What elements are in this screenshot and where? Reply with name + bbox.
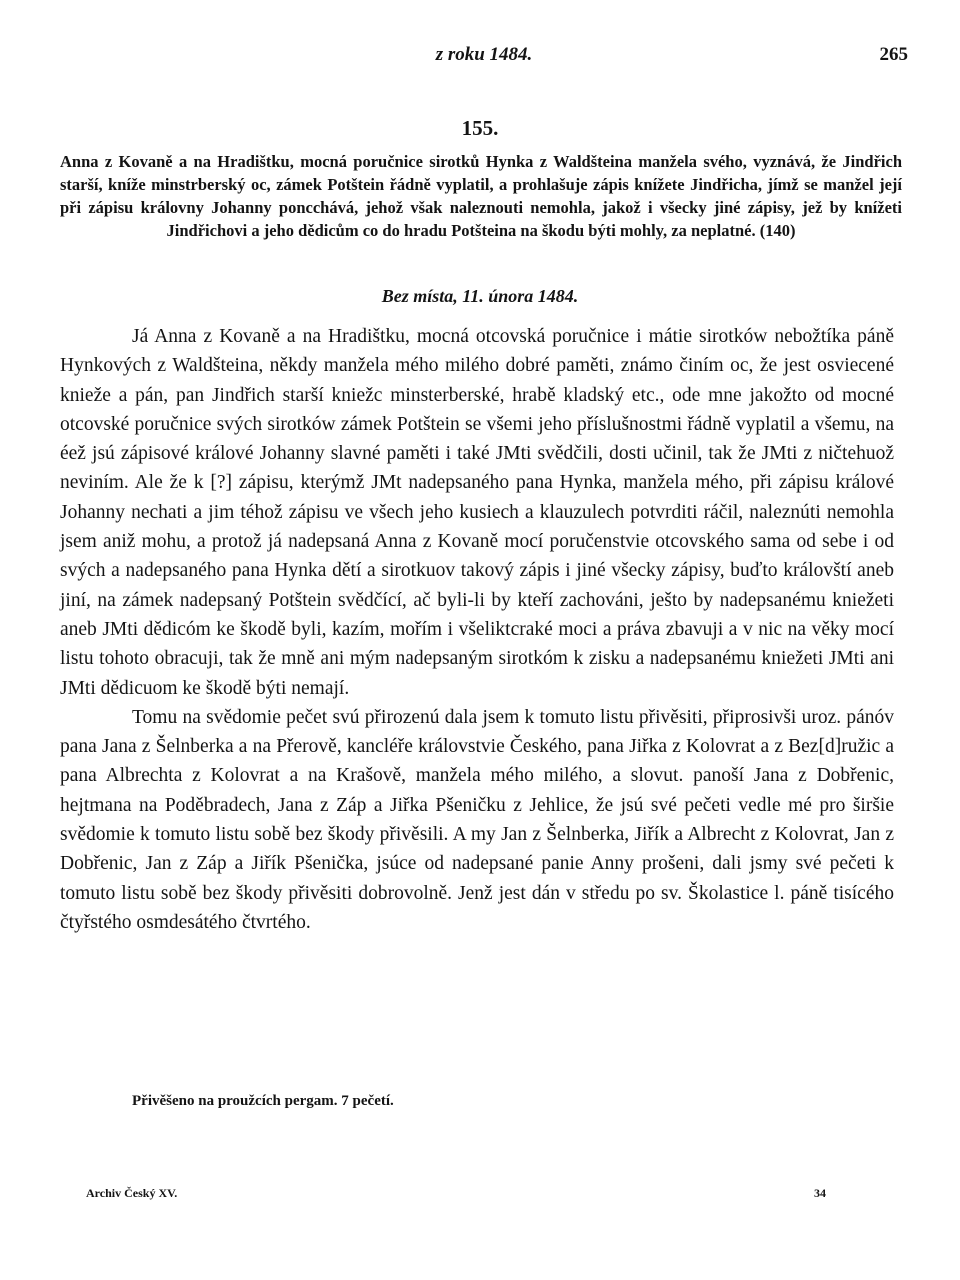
- regest-summary: Anna z Kovaně a na Hradištku, mocná poručnice sirotků Hynka z Waldšteina manžela svého, vyznává, že Jindřich starší, kníže minstrberský oc, zámek Potštein řádně vyplatil, a prohlašuje zápis knížete Jindřicha, jímž se manžel její při zápisu královny Johanny poncchává, jehož však naleznouti nemohla, jakož i všecky jiné zápisy, jež by knížeti Jindřichovi a jeho dědicům co do hradu Potšteina na škodu býti mohly, za neplatné. (140): [60, 152, 902, 240]
- page-footer: [86, 1186, 826, 1208]
- body-paragraph: Tomu na svědomie pečet svú přirozenú dala jsem k tomuto listu přivěsiti, připrosivši uroz. pánóv pana Jana z Šelnberka a na Přerově, kancléře královstvie Českého, pana Jiřka z Kolovrat a z Bez[d]ružic a pana Albrechta z Kolovrat a na Krašově, manžela mého milého, a slovut. panoší Jana z Dobřenic, hejtmana na Poděbradech, Jana z Záp a Jiřka Pšeničku z Jehlice, že jsú své pečeti vedle mé pro širšie svědomie k tomuto listu sobě bez škody přivěsili. A my Jan z Šelnberka, Jiřík a Albrecht z Kolovrat, Jan z Dobřenic, Jan z Záp a Jiřík Pšenička, jsúce od nadepsané panie Anny prošeni, dali jsmy své pečeti k tomuto listu sobě bez škody přivěsiti dobrovolně. Jenž jest dán v středu po sv. Školastice l. páně tisícého čtyřstého osmdesátého čtvrtého.: [60, 706, 894, 933]
- running-title: z roku 1484.: [435, 44, 533, 65]
- signature-mark: Archiv Český XV.: [86, 1186, 178, 1200]
- page-number: 265: [879, 44, 908, 65]
- seal-note: Přivěšeno na proužcích pergam. 7 pečetí.: [132, 1093, 394, 1109]
- document-body: [60, 322, 894, 937]
- running-header: [60, 44, 908, 74]
- body-paragraph: Já Anna z Kovaně a na Hradištku, mocná otcovská poručnice i mátie sirotków nebožtíka páně Hynkových z Waldšteina, někdy manžela mého milého dobré paměti, známo činím oc, že jest osviecené knieže a pán, pan Jindřich starší kniežc minsterberské, hrabě kladský etc., ode mne jakožto od mocné otcovské poručnice svých sirotków zámek Potštein se všemi jeho příslušnostmi řádně vyplatil a všemu, na éež jsú zápisové králové Johanny slavné paměti i také JMti svědčili, dosti učinil, tak že JMti z ničtehuož neviním. Ale že k [?] zápisu, kterýmž JMt nadepsaného pana Hynka, manžela mého, při zápisu králové Johanny nechati a jim téhož zápisu ve všech jeho kusiech a klauzulech potvrditi ráčil, naleznúti nemohla jsem aniž mohu, a protož já nadepsaná Anna z Kovaně mocí poručenstvie otcovského sama od sebe i od svých a nadepsaného pana Hynka dětí a sirotkuov takový zápis i jiné všecky zápisy, buďto královští aneb jiní, na zámek nadepsaný Potštein svědčící, ač byli-li by kteří zachováni, ješto by nadepsanému kniežeti aneb JMti dědicóm ke škodě byli, kazím, mořím i všeliktcraké moci a práva zbavuji a v nic na věky mocí listu tohoto obracuji, tak že mně ani mým nadepsaným sirotkóm k zisku a nadepsanému kniežeti JMti ani JMti dědicuom ke škodě býti nemají.: [60, 326, 894, 699]
- document-number: 155.: [461, 116, 499, 140]
- dateline: Bez místa, 11. února 1484.: [381, 286, 579, 306]
- sheet-number: 34: [814, 1186, 826, 1200]
